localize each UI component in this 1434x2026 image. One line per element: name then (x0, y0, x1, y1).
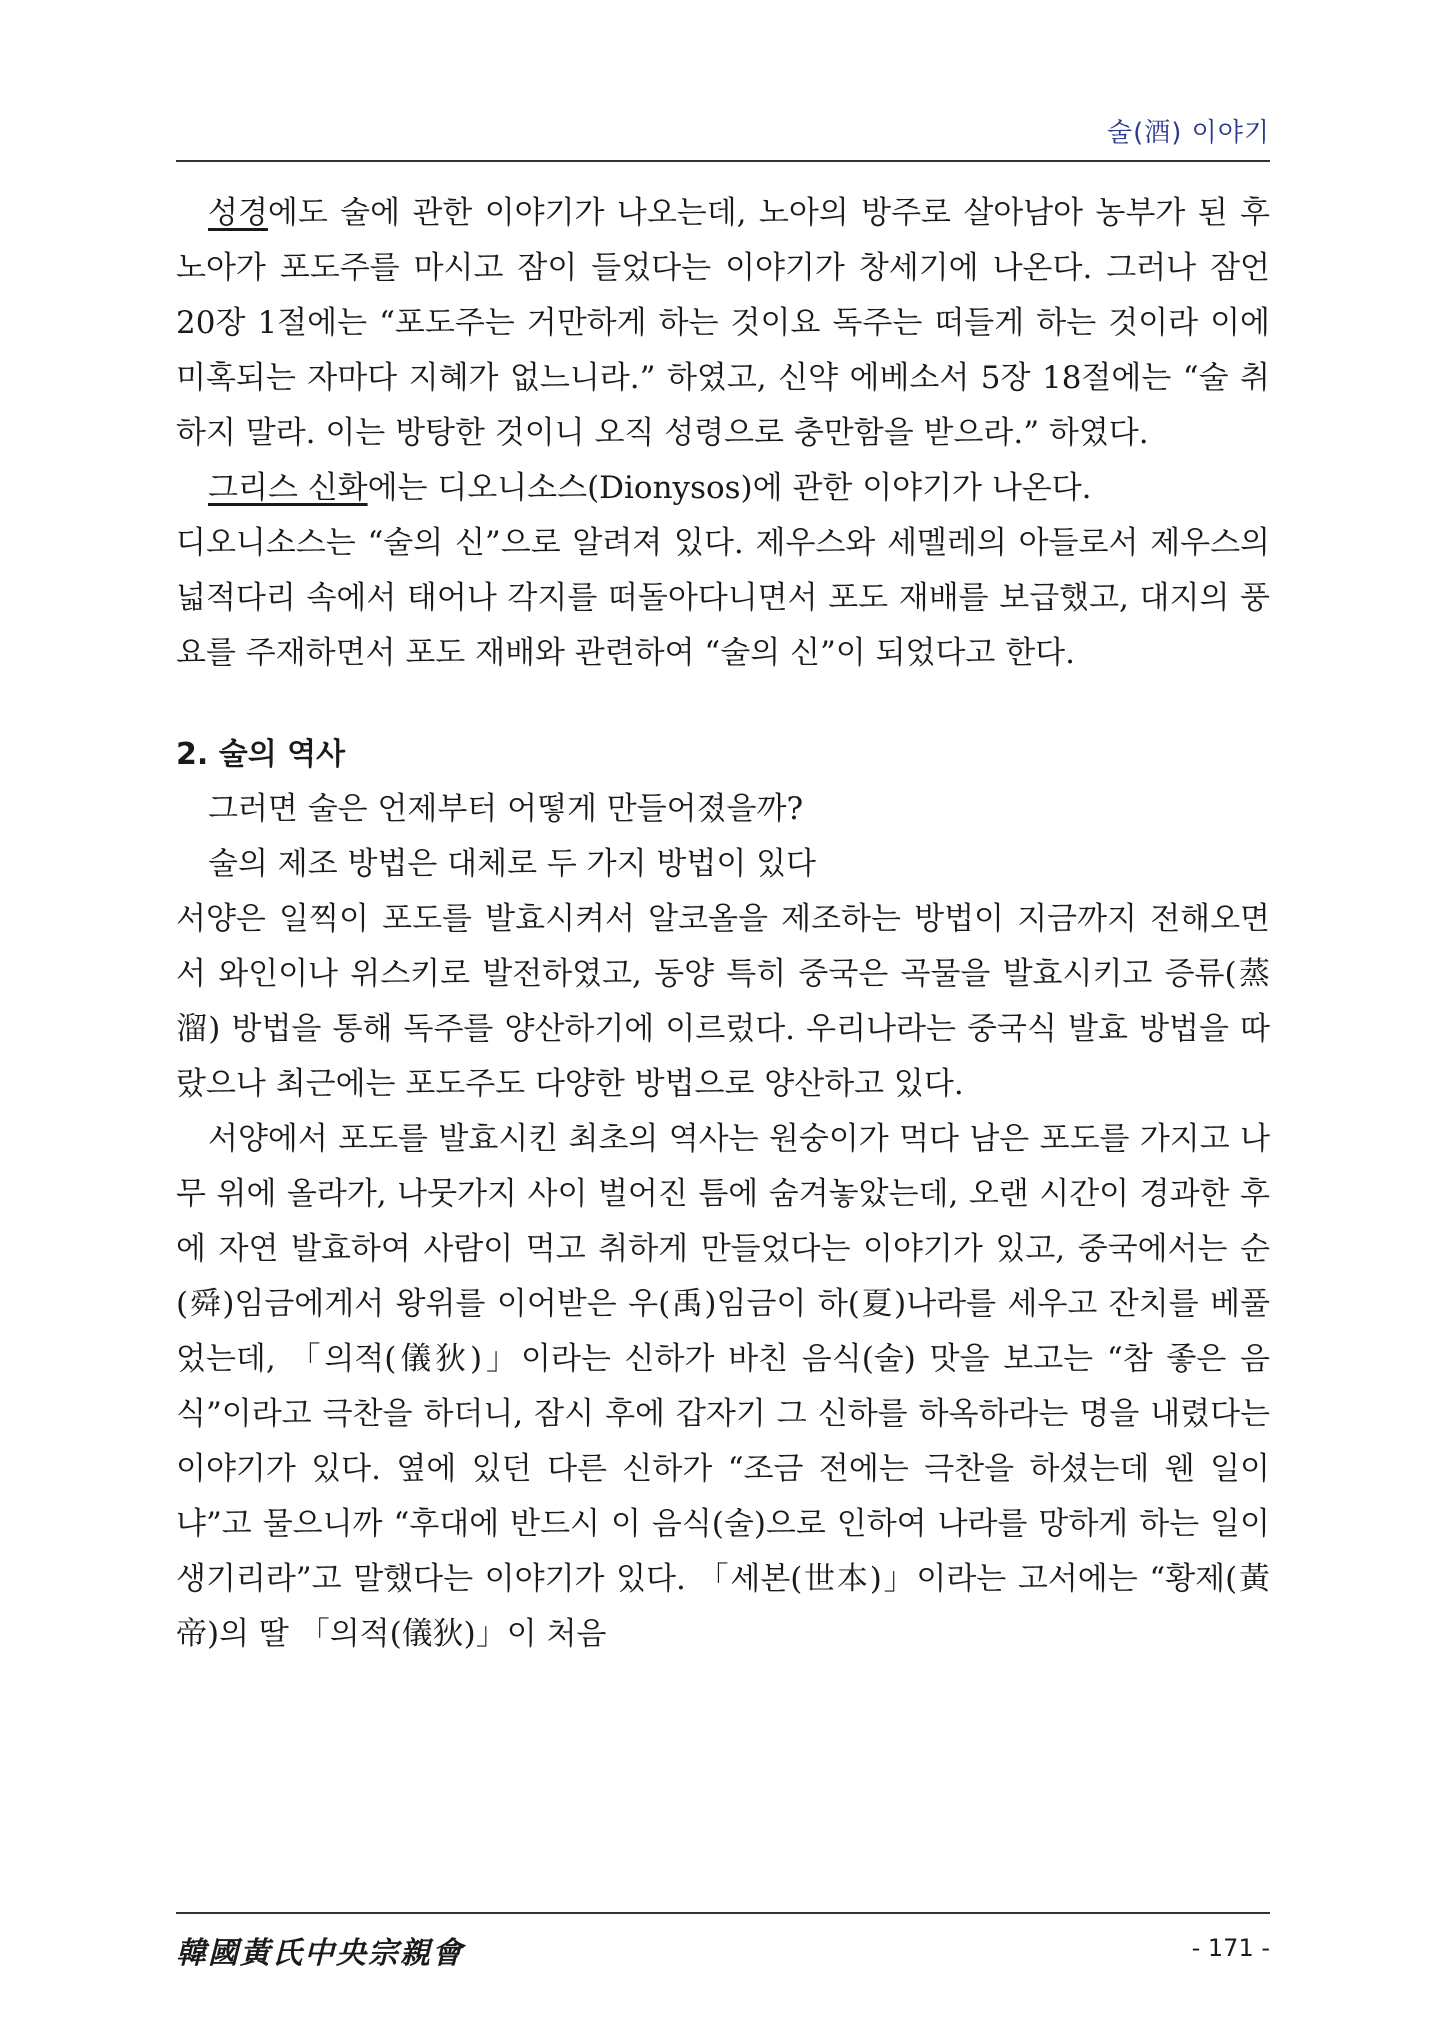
section-spacer (176, 681, 1270, 727)
paragraph-question: 그러면 술은 언제부터 어떻게 만들어졌을까? (208, 791, 804, 827)
header-rule (176, 160, 1270, 162)
paragraph-greek-myth-text: 에는 디오니소스(Dionysos)에 관한 이야기가 나온다. (367, 470, 1092, 506)
underlined-term-greek-myth: 그리스 신화 (208, 470, 368, 506)
underlined-term-bible: 성경 (208, 195, 268, 231)
body-text (176, 186, 1270, 1662)
paragraph-methods: 술의 제조 방법은 대체로 두 가지 방법이 있다 (208, 846, 817, 882)
paragraph-bible-text: 에도 술에 관한 이야기가 나오는데, 노아의 방주로 살아남아 농부가 된 후 노아가 포도주를 마시고 잠이 들었다는 이야기가 창세기에 나온다. 그러나 잠언 20장 1절에는 “포도주는 거만하게 하는 것이요 독주는 떠들게 하는 것이라 이에 미혹되는 자마다 지혜가 없느니라.” 하였고, 신약 에베소서 5장 18절에는 “술 취하지 말라. 이는 방탕한 것이니 오직 성령으로 충만함을 받으라.” 하였다. (176, 195, 1270, 451)
paragraph-bible (176, 186, 1270, 461)
paragraph-greek-myth (176, 461, 1270, 516)
running-header-title: 술(酒) 이야기 (1106, 118, 1270, 148)
paragraph-west-east: 서양은 일찍이 포도를 발효시켜서 알코올을 제조하는 방법이 지금까지 전해오면서 와인이나 위스키로 발전하였고, 동양 특히 중국은 곡물을 발효시키고 증류(蒸溜) 방법을 통해 독주를 양산하기에 이르렀다. 우리나라는 중국식 발효 방법을 따랐으나 최근에는 포도주도 다양한 방법으로 양산하고 있다. (176, 901, 1270, 1102)
footer-organization-name: 韓國黃氏中央宗親會 (176, 1936, 464, 1971)
footer-rule (176, 1912, 1270, 1914)
page-number: - 171 - (1191, 1934, 1270, 1962)
section-heading: 2. 술의 역사 (176, 737, 346, 772)
paragraph-origin-story: 서양에서 포도를 발효시킨 최초의 역사는 원숭이가 먹다 남은 포도를 가지고 나무 위에 올라가, 나뭇가지 사이 벌어진 틈에 숨겨놓았는데, 오랜 시간이 경과한 후에 자연 발효하여 사람이 먹고 취하게 만들었다는 이야기가 있고, 중국에서는 순(舜)임금에게서 왕위를 이어받은 우(禹)임금이 하(夏)나라를 세우고 잔치를 베풀었는데, 「의적(儀狄)」이라는 신하가 바친 음식(술) 맛을 보고는 “참 좋은 음식”이라고 극찬을 하더니, 잠시 후에 갑자기 그 신하를 하옥하라는 명을 내렸다는 이야기가 있다. 옆에 있던 다른 신하가 “조금 전에는 극찬을 하셨는데 웬 일이냐”고 물으니까 “후대에 반드시 이 음식(술)으로 인하여 나라를 망하게 하는 일이 생기리라”고 말했다는 이야기가 있다. 「세본(世本)」이라는 고서에는 “황제(黃帝)의 딸 「의적(儀狄)」이 처음 (176, 1121, 1270, 1652)
paragraph-dionysos: 디오니소스는 “술의 신”으로 알려져 있다. 제우스와 세멜레의 아들로서 제우스의 넓적다리 속에서 태어나 각지를 떠돌아다니면서 포도 재배를 보급했고, 대지의 풍요를 주재하면서 포도 재배와 관련하여 “술의 신”이 되었다고 한다. (176, 525, 1270, 671)
